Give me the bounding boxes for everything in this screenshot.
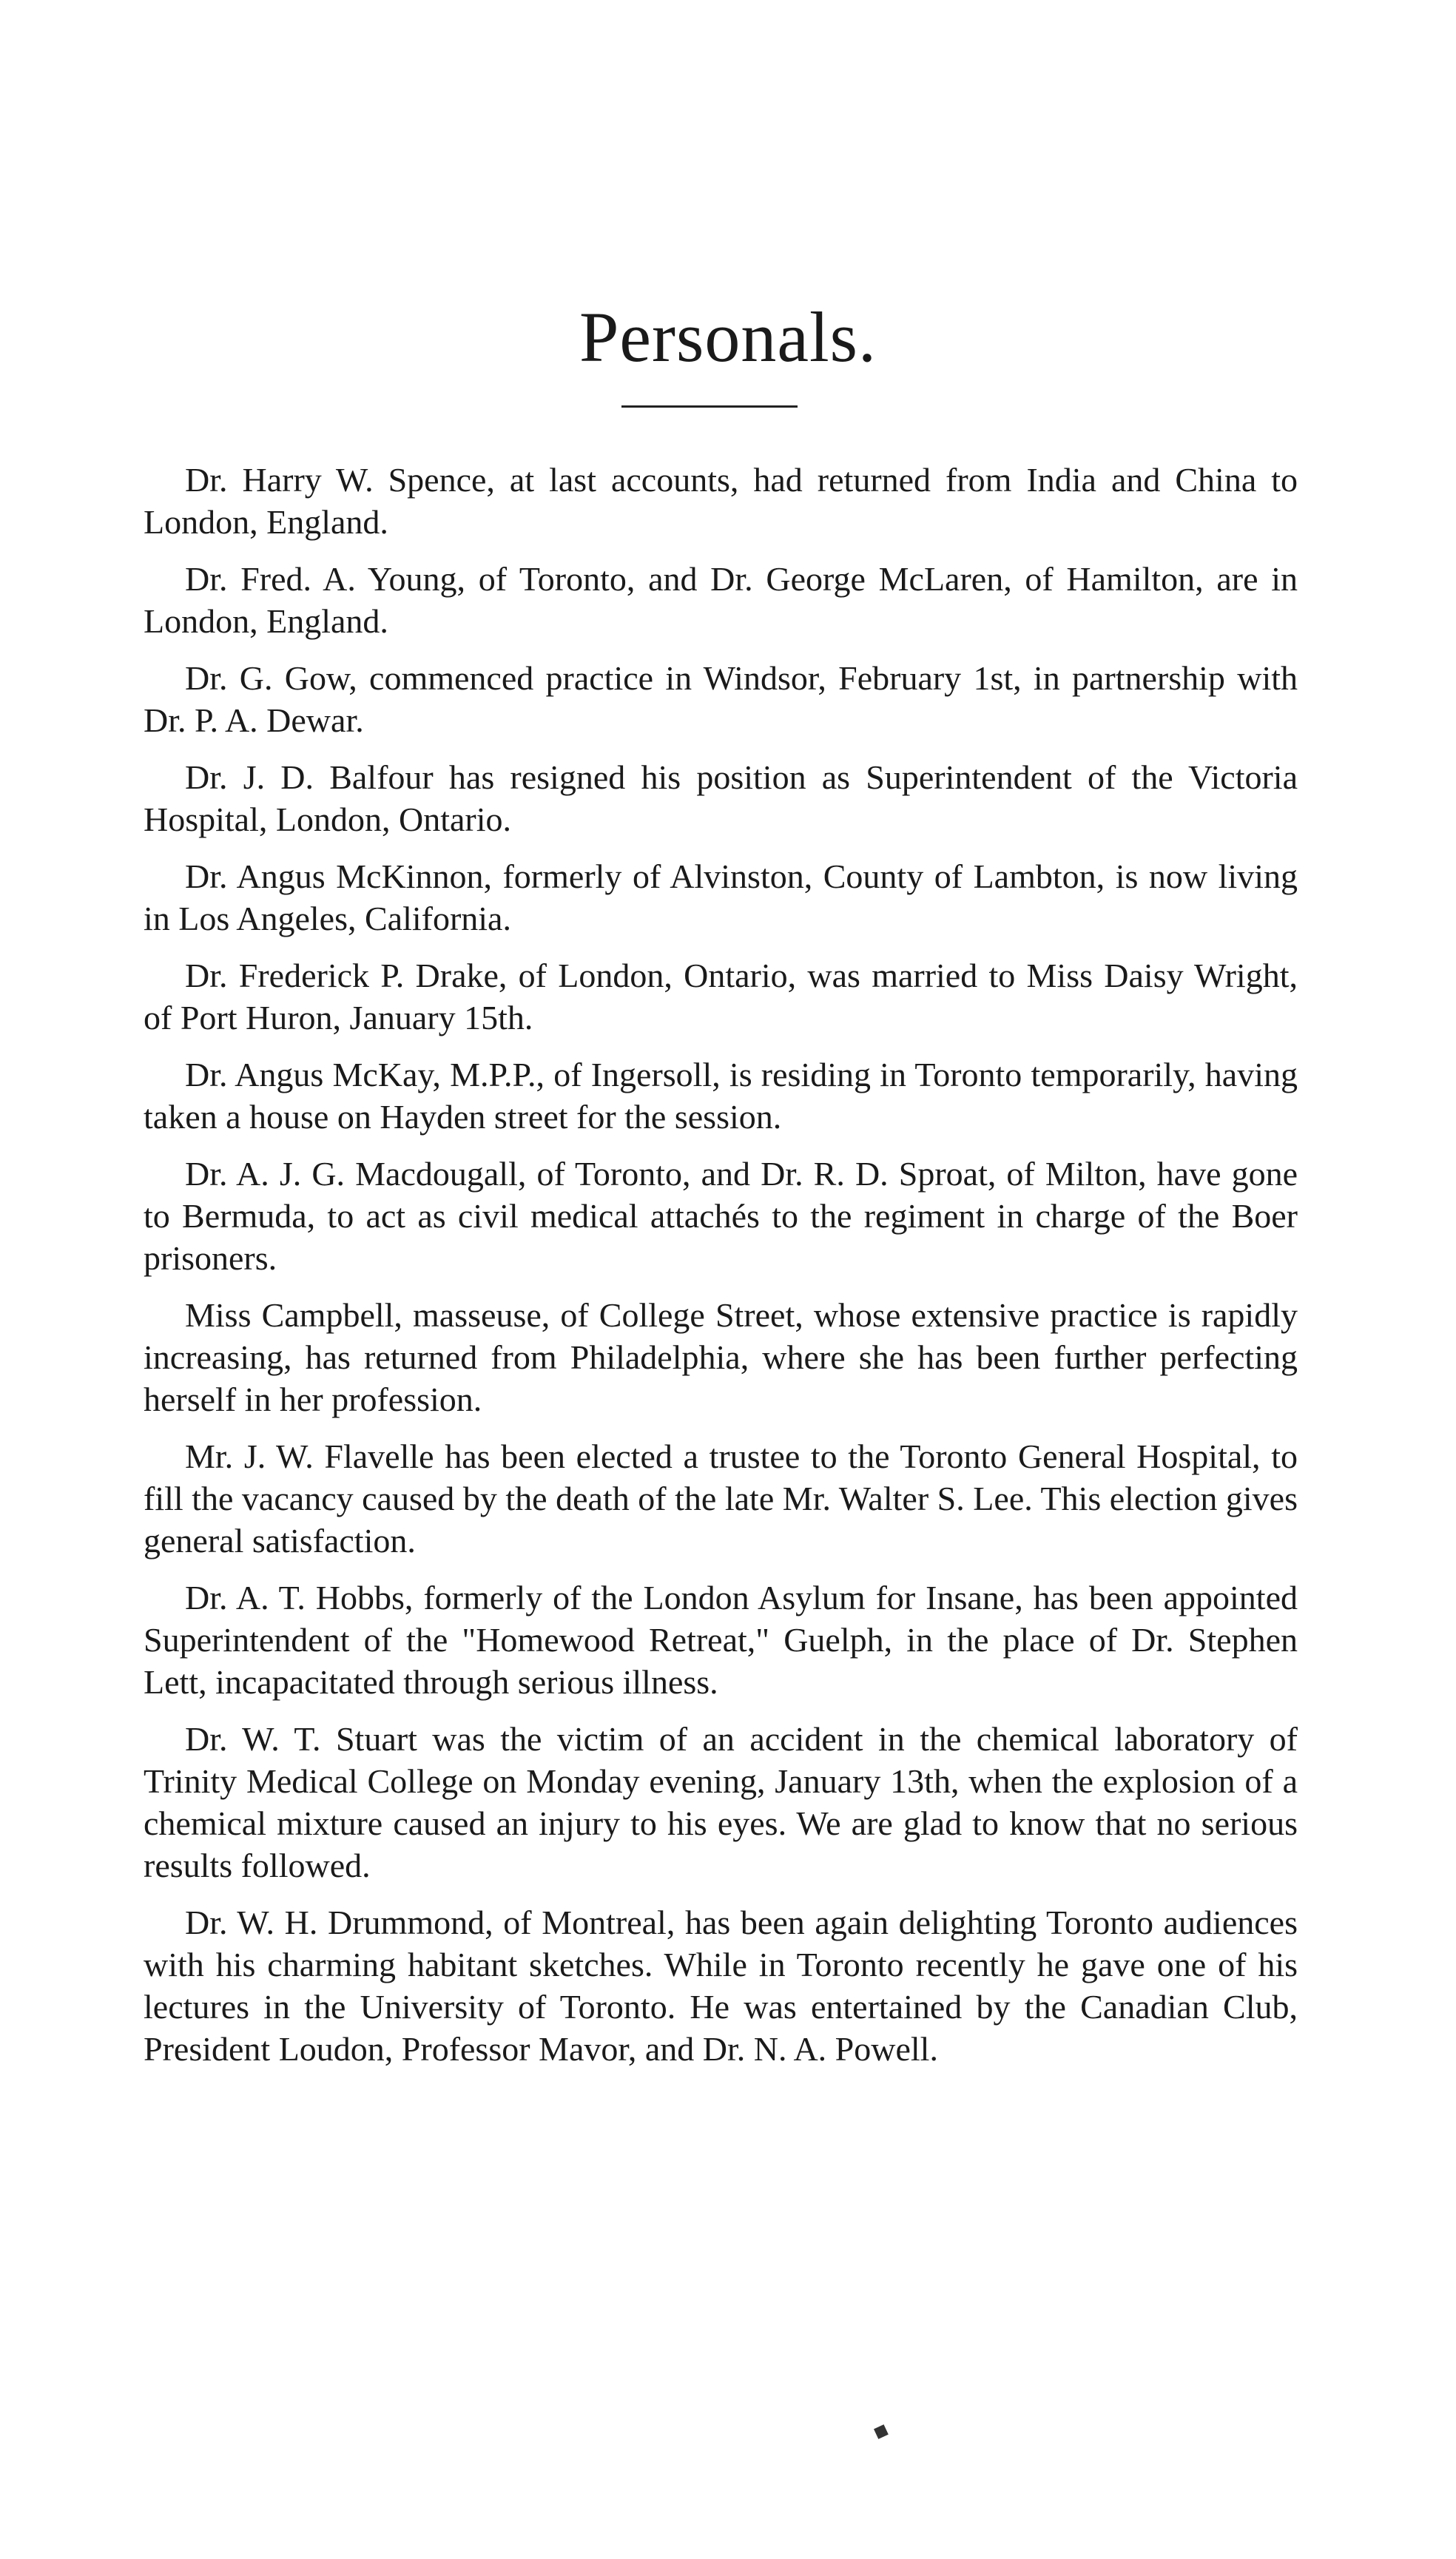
paragraph-hobbs: Dr. A. T. Hobbs, formerly of the London Asylum for Insane, has been appointed Superintendent of the "Homewood Retreat," Guelph, in the place of Dr. Stephen Lett, incapacitated through serious illness.	[144, 1579, 1298, 1701]
paragraph-mckay: Dr. Angus McKay, M.P.P., of Ingersoll, is residing in Toronto temporarily, having taken a house on Hayden street for the session.	[144, 1056, 1298, 1136]
paragraph-spence: Dr. Harry W. Spence, at last accounts, had returned from India and China to London, England.	[144, 461, 1298, 541]
page-title: Personals.	[579, 297, 877, 377]
paragraph-macdougall-sproat: Dr. A. J. G. Macdougall, of Toronto, and Dr. R. D. Sproat, of Milton, have gone to Bermuda, to act as civil medical attachés to the regiment in charge of the Boer prisoners.	[144, 1155, 1298, 1277]
paragraph-drake: Dr. Frederick P. Drake, of London, Ontario, was married to Miss Daisy Wright, of Port Huron, January 15th.	[144, 957, 1298, 1036]
paragraph-campbell: Miss Campbell, masseuse, of College Street, whose extensive practice is rapidly increasing, has returned from Philadelphia, where she has been further perfecting herself in her profession.	[144, 1296, 1298, 1418]
paragraph-mckinnon: Dr. Angus McKinnon, formerly of Alvinston, County of Lambton, is now living in Los Angeles, California.	[144, 857, 1298, 937]
paragraph-drummond: Dr. W. H. Drummond, of Montreal, has been again delighting Toronto audiences with his charming habitant sketches. While in Toronto recently he gave one of his lectures in the University of Toronto. He was entertained by the Canadian Club, President Loudon, Professor Mavor, and Dr. N. A. Powell.	[144, 1904, 1298, 2068]
paragraph-gow: Dr. G. Gow, commenced practice in Windsor, February 1st, in partnership with Dr. P. A. Dewar.	[144, 659, 1298, 739]
personals-body	[144, 459, 1298, 2085]
paragraph-balfour: Dr. J. D. Balfour has resigned his position as Superintendent of the Victoria Hospital, London, Ontario.	[144, 758, 1298, 838]
ink-speck: ▪	[868, 2415, 893, 2446]
title-divider	[621, 405, 798, 408]
paragraph-young-mclaren: Dr. Fred. A. Young, of Toronto, and Dr. George McLaren, of Hamilton, are in London, England.	[144, 560, 1298, 640]
paragraph-stuart: Dr. W. T. Stuart was the victim of an accident in the chemical laboratory of Trinity Medical College on Monday evening, January 13th, when the explosion of a chemical mixture caused an injury to his eyes. We are glad to know that no serious results followed.	[144, 1720, 1298, 1884]
paragraph-flavelle: Mr. J. W. Flavelle has been elected a trustee to the Toronto General Hospital, to fill the vacancy caused by the death of the late Mr. Walter S. Lee. This election gives general satisfaction.	[144, 1437, 1298, 1560]
